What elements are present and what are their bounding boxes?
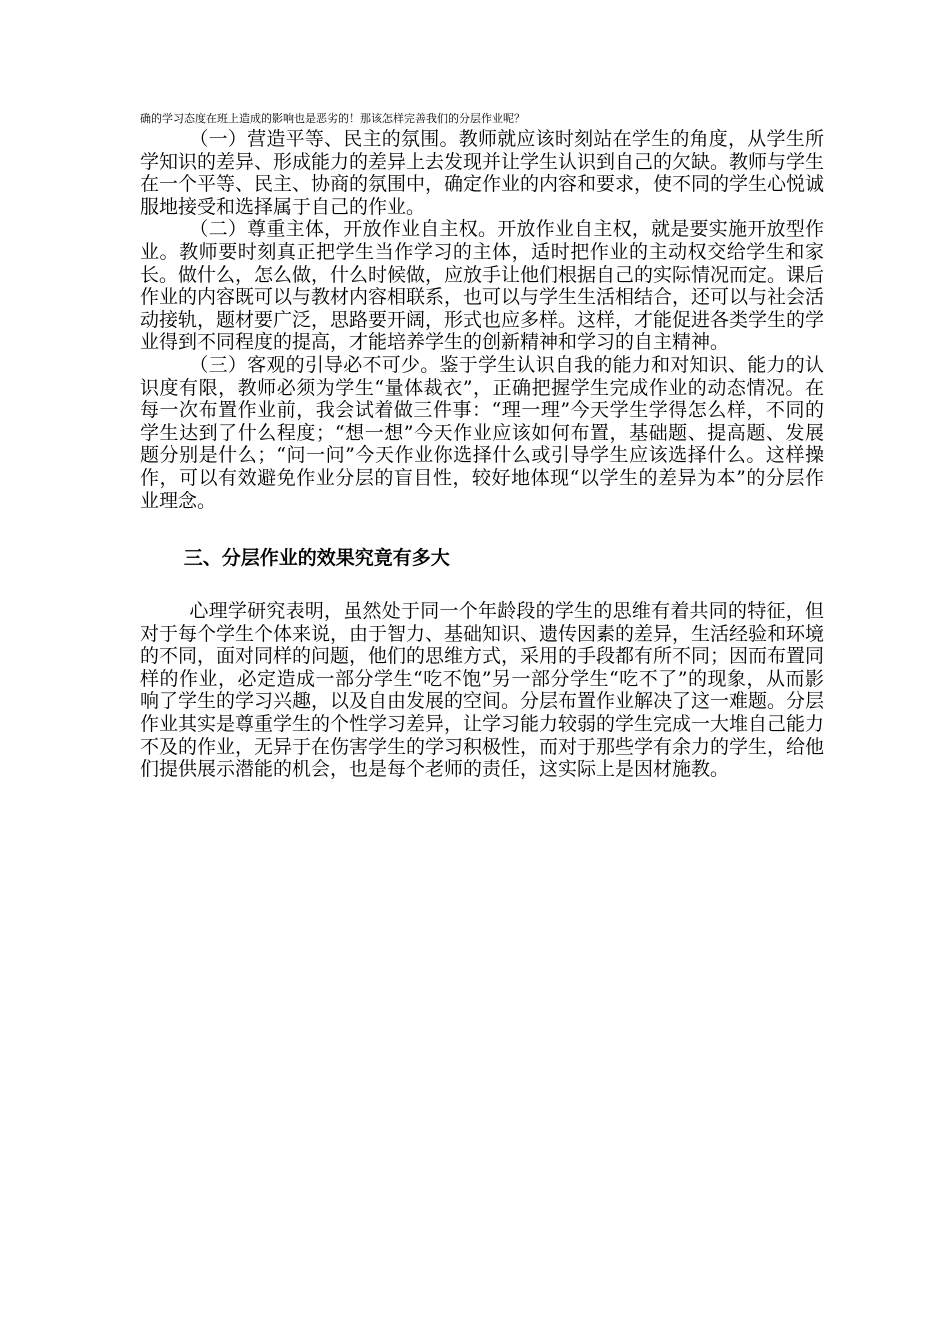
- paragraph-3: （三）客观的引导必不可少。鉴于学生认识自我的能力和对知识、能力的认识度有限，教师必须为学生“量体裁衣”，正确把握学生完成作业的动态情况。在每一次布置作业前，我会试着做三件事：“理一理”今天学生学得怎么样，不同的学生达到了什么程度；“想一想”今天作业应该如何布置，基础题、提高题、发展题分别是什么；“问一问”今天作业你选择什么或引导学生应该选择什么。这样操作，可以有效避免作业分层的盲目性，较好地体现“以学生的差异为本”的分层作业理念。: [140, 353, 824, 512]
- section-heading: 三、分层作业的效果究竟有多大: [183, 547, 450, 570]
- section-paragraph: 心理学研究表明，虽然处于同一个年龄段的学生的思维有着共同的特征，但对于每个学生个体来说，由于智力、基础知识、遗传因素的差异，生活经验和环境的不同，面对同样的问题，他们的思维方式，采用的手段都有所不同；因而布置同样的作业，必定造成一部分学生“吃不饱”另一部分学生“吃不了”的现象，从而影响了学生的学习兴趣，以及自由发展的空间。分层布置作业解决了这一难题。分层作业其实是尊重学生的个性学习差异，让学习能力较弱的学生完成一大堆自己能力不及的作业，无异于在伤害学生的学习积极性，而对于那些学有余力的学生，给他们提供展示潜能的机会，也是每个老师的责任，这实际上是因材施教。: [140, 600, 825, 781]
- continuation-line: 确的学习态度在班上造成的影响也是恶劣的！那该怎样完善我们的分层作业呢？: [140, 112, 525, 125]
- paragraph-1: （一）营造平等、民主的氛围。教师就应该时刻站在学生的角度，从学生所学知识的差异、形成能力的差异上去发现并让学生认识到自己的欠缺。教师与学生在一个平等、民主、协商的氛围中，确定作业的内容和要求，使不同的学生心悦诚服地接受和选择属于自己的作业。: [140, 128, 825, 218]
- document-body: [140, 112, 824, 781]
- paragraph-2: （二）尊重主体，开放作业自主权。开放作业自主权，就是要实施开放型作业。教师要时刻真正把学生当作学习的主体，适时把作业的主动权交给学生和家长。做什么，怎么做，什么时候做，应放手让他们根据自己的实际情况而定。课后作业的内容既可以与教材内容相联系，也可以与学生生活相结合，还可以与社会活动接轨，题材要广泛，思路要开阔，形式也应多样。这样，才能促进各类学生的学业得到不同程度的提高，才能培养学生的创新精神和学习的自主精神。: [140, 218, 825, 354]
